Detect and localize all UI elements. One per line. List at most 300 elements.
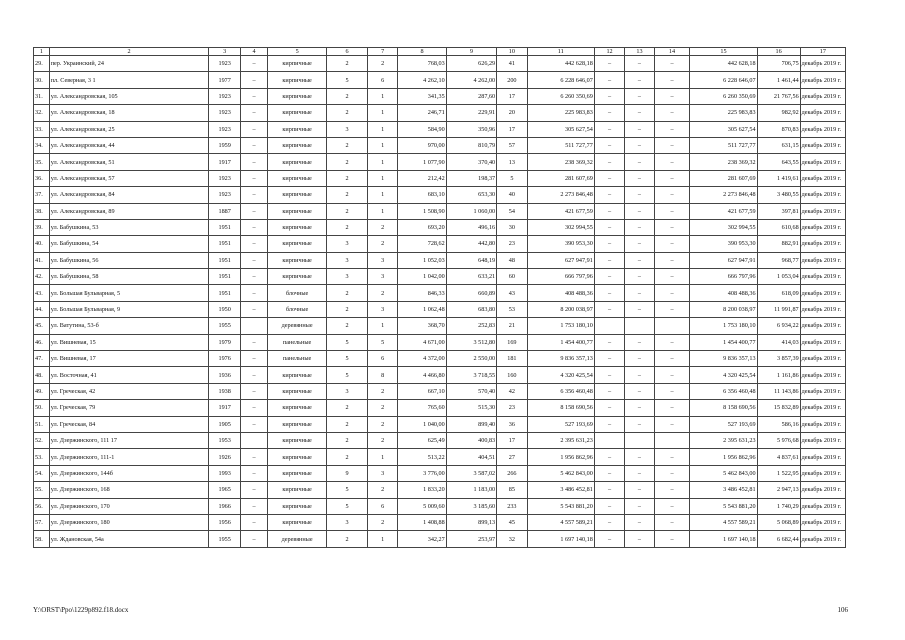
table-cell: 3: [367, 252, 397, 268]
table-cell: 2: [327, 449, 368, 465]
table-cell: 2: [327, 187, 368, 203]
table-cell: 1 833,20: [398, 482, 446, 498]
table-cell: 4 557 589,21: [527, 514, 594, 530]
column-number: 17: [800, 48, 845, 56]
table-cell: 3: [367, 301, 397, 317]
table-cell: 1 454 400,77: [527, 334, 594, 350]
table-cell: панельные: [268, 334, 327, 350]
table-cell: –: [625, 351, 654, 367]
table-cell: –: [240, 187, 267, 203]
table-cell: 1951: [209, 236, 241, 252]
table-cell: ул. Александровская, 57: [49, 170, 209, 186]
table-cell: 1: [367, 318, 397, 334]
table-cell: 38.: [34, 203, 50, 219]
table-cell: 4 320 425,54: [690, 367, 757, 383]
table-row: [34, 449, 846, 465]
table-cell: декабрь 2019 г.: [800, 269, 845, 285]
table-cell: –: [625, 285, 654, 301]
table-cell: 32.: [34, 105, 50, 121]
table-cell: декабрь 2019 г.: [800, 72, 845, 88]
table-cell: кирпичные: [268, 187, 327, 203]
table-cell: 29.: [34, 56, 50, 72]
table-cell: –: [625, 498, 654, 514]
table-cell: –: [240, 269, 267, 285]
table-cell: 683,10: [398, 187, 446, 203]
table-cell: –: [594, 56, 624, 72]
table-cell: 1923: [209, 121, 241, 137]
table-cell: 9: [327, 465, 368, 481]
table-cell: 342,27: [398, 531, 446, 547]
table-cell: 1993: [209, 465, 241, 481]
table-cell: кирпичные: [268, 416, 327, 432]
table-cell: –: [625, 252, 654, 268]
table-cell: декабрь 2019 г.: [800, 56, 845, 72]
table-cell: –: [654, 285, 690, 301]
table-row: [34, 219, 846, 235]
table-cell: 8 200 038,97: [690, 301, 757, 317]
table-cell: 4 671,00: [398, 334, 446, 350]
table-cell: 1951: [209, 269, 241, 285]
table-cell: 442,80: [446, 236, 496, 252]
table-cell: 6 260 350,69: [527, 88, 594, 104]
table-cell: –: [240, 252, 267, 268]
table-cell: 1 508,90: [398, 203, 446, 219]
table-cell: декабрь 2019 г.: [800, 170, 845, 186]
table-cell: –: [594, 285, 624, 301]
table-cell: 11 991,87: [757, 301, 800, 317]
table-cell: –: [240, 285, 267, 301]
table-cell: –: [625, 269, 654, 285]
table-cell: –: [594, 367, 624, 383]
table-cell: 305 627,54: [527, 121, 594, 137]
table-cell: –: [594, 531, 624, 547]
table-cell: 305 627,54: [690, 121, 757, 137]
table-cell: пл. Северная, 3 1: [49, 72, 209, 88]
table-cell: 302 994,55: [527, 219, 594, 235]
table-cell: 586,16: [757, 416, 800, 432]
table-cell: –: [625, 203, 654, 219]
table-cell: –: [654, 219, 690, 235]
table-cell: 1959: [209, 137, 241, 153]
table-cell: 421 677,59: [690, 203, 757, 219]
table-cell: 515,30: [446, 400, 496, 416]
table-cell: декабрь 2019 г.: [800, 498, 845, 514]
table-cell: 46.: [34, 334, 50, 350]
table-cell: кирпичные: [268, 400, 327, 416]
table-cell: –: [240, 203, 267, 219]
table-cell: кирпичные: [268, 137, 327, 153]
table-cell: –: [594, 334, 624, 350]
table-cell: –: [594, 383, 624, 399]
table-cell: 1: [367, 88, 397, 104]
table-cell: 42.: [34, 269, 50, 285]
table-cell: 1926: [209, 449, 241, 465]
table-cell: 390 953,30: [527, 236, 594, 252]
table-cell: 36: [497, 416, 527, 432]
table-cell: декабрь 2019 г.: [800, 334, 845, 350]
table-cell: 33.: [34, 121, 50, 137]
table-cell: 4 262,10: [398, 72, 446, 88]
table-cell: 35.: [34, 154, 50, 170]
table-cell: 2: [367, 514, 397, 530]
table-cell: 287,60: [446, 88, 496, 104]
table-cell: 1: [367, 170, 397, 186]
table-cell: 1: [367, 154, 397, 170]
table-cell: 2: [327, 219, 368, 235]
table-cell: 627 947,91: [690, 252, 757, 268]
table-cell: 2: [327, 154, 368, 170]
table-cell: 706,75: [757, 56, 800, 72]
table-cell: 3 486 452,81: [527, 482, 594, 498]
column-number: 6: [327, 48, 368, 56]
table-cell: 899,40: [446, 416, 496, 432]
table-cell: 1: [367, 121, 397, 137]
table-row: [34, 203, 846, 219]
table-cell: декабрь 2019 г.: [800, 351, 845, 367]
table-cell: 49.: [34, 383, 50, 399]
table-cell: 1 697 140,18: [690, 531, 757, 547]
table-cell: –: [240, 121, 267, 137]
table-cell: 1953: [209, 432, 241, 448]
table-cell: 3 185,60: [446, 498, 496, 514]
table-cell: –: [654, 88, 690, 104]
table-cell: 2: [367, 400, 397, 416]
table-cell: 982,92: [757, 105, 800, 121]
table-cell: 6 228 646,07: [690, 72, 757, 88]
table-cell: –: [654, 137, 690, 153]
table-cell: 2: [327, 137, 368, 153]
table-cell: 633,21: [446, 269, 496, 285]
table-cell: 5: [367, 334, 397, 350]
table-cell: [625, 432, 654, 448]
table-cell: 3 587,02: [446, 465, 496, 481]
table-cell: декабрь 2019 г.: [800, 383, 845, 399]
table-cell: 30.: [34, 72, 50, 88]
table-cell: кирпичные: [268, 269, 327, 285]
table-cell: 1 956 862,96: [690, 449, 757, 465]
table-cell: 5 462 843,00: [690, 465, 757, 481]
table-cell: ул. Ждановская, 54а: [49, 531, 209, 547]
table-cell: 11 143,86: [757, 383, 800, 399]
table-cell: 2: [327, 318, 368, 334]
table-cell: 1917: [209, 154, 241, 170]
table-cell: –: [240, 236, 267, 252]
table-cell: 48.: [34, 367, 50, 383]
table-cell: 58.: [34, 531, 50, 547]
table-cell: блочные: [268, 285, 327, 301]
table-cell: 1 461,44: [757, 72, 800, 88]
table-cell: 42: [497, 383, 527, 399]
table-cell: декабрь 2019 г.: [800, 449, 845, 465]
table-cell: 6 228 646,07: [527, 72, 594, 88]
table-cell: 3 480,55: [757, 187, 800, 203]
column-number: 5: [268, 48, 327, 56]
table-cell: ул. Александровская, 44: [49, 137, 209, 153]
table-cell: 1 042,00: [398, 269, 446, 285]
table-cell: –: [654, 301, 690, 317]
table-cell: –: [594, 449, 624, 465]
table-cell: 1 522,95: [757, 465, 800, 481]
table-cell: –: [625, 367, 654, 383]
table-cell: 1923: [209, 187, 241, 203]
column-number: 15: [690, 48, 757, 56]
table-cell: 570,40: [446, 383, 496, 399]
table-cell: 643,55: [757, 154, 800, 170]
table-cell: декабрь 2019 г.: [800, 514, 845, 530]
table-cell: кирпичные: [268, 203, 327, 219]
table-cell: 3: [327, 236, 368, 252]
table-cell: 1887: [209, 203, 241, 219]
table-cell: 513,22: [398, 449, 446, 465]
table-cell: –: [240, 465, 267, 481]
table-cell: 1923: [209, 105, 241, 121]
table-cell: 584,90: [398, 121, 446, 137]
table-cell: –: [625, 482, 654, 498]
table-cell: 41: [497, 56, 527, 72]
table-cell: ул. Вишневая, 17: [49, 351, 209, 367]
table-cell: 2 273 846,48: [690, 187, 757, 203]
table-cell: декабрь 2019 г.: [800, 121, 845, 137]
table-cell: –: [594, 105, 624, 121]
table-cell: 728,62: [398, 236, 446, 252]
table-cell: –: [240, 219, 267, 235]
table-cell: –: [654, 367, 690, 383]
table-cell: –: [625, 154, 654, 170]
table-row: [34, 416, 846, 432]
table-cell: 85: [497, 482, 527, 498]
table-cell: декабрь 2019 г.: [800, 367, 845, 383]
table-cell: 1 077,90: [398, 154, 446, 170]
table-cell: 37.: [34, 187, 50, 203]
table-cell: –: [625, 121, 654, 137]
table-cell: 246,71: [398, 105, 446, 121]
table-cell: –: [594, 351, 624, 367]
table-cell: 390 953,30: [690, 236, 757, 252]
table-cell: 2: [367, 285, 397, 301]
table-cell: 43: [497, 285, 527, 301]
table-cell: –: [654, 252, 690, 268]
table-cell: –: [654, 121, 690, 137]
table-cell: 53: [497, 301, 527, 317]
table-cell: 1976: [209, 351, 241, 367]
table-cell: 2: [327, 285, 368, 301]
table-cell: –: [594, 514, 624, 530]
table-cell: деревянные: [268, 318, 327, 334]
table-cell: 4 372,00: [398, 351, 446, 367]
table-cell: 1 053,04: [757, 269, 800, 285]
table-cell: 2: [367, 56, 397, 72]
table-cell: 1917: [209, 400, 241, 416]
table-cell: 2: [327, 105, 368, 121]
table-cell: –: [240, 367, 267, 383]
table-cell: 44.: [34, 301, 50, 317]
table-row: [34, 482, 846, 498]
table-cell: –: [625, 400, 654, 416]
table-cell: кирпичные: [268, 170, 327, 186]
table-cell: 45: [497, 514, 527, 530]
table-cell: 238 369,32: [527, 154, 594, 170]
table-cell: 3: [367, 465, 397, 481]
table-cell: 31.: [34, 88, 50, 104]
table-cell: 810,79: [446, 137, 496, 153]
table-cell: декабрь 2019 г.: [800, 416, 845, 432]
table-cell: ул. Дзержинского, 111-1: [49, 449, 209, 465]
table-row: [34, 121, 846, 137]
table-cell: –: [625, 465, 654, 481]
table-cell: 2: [327, 56, 368, 72]
table-row: [34, 170, 846, 186]
table-cell: 442 628,18: [527, 56, 594, 72]
table-cell: 370,40: [446, 154, 496, 170]
table-cell: –: [625, 301, 654, 317]
table-cell: кирпичные: [268, 514, 327, 530]
table-cell: –: [240, 383, 267, 399]
column-number: 12: [594, 48, 624, 56]
table-cell: 17: [497, 432, 527, 448]
table-cell: кирпичные: [268, 465, 327, 481]
table-cell: 30: [497, 219, 527, 235]
table-cell: 1 740,29: [757, 498, 800, 514]
table-cell: –: [594, 252, 624, 268]
table-cell: 1923: [209, 170, 241, 186]
table-cell: 229,91: [446, 105, 496, 121]
table-cell: 1: [367, 449, 397, 465]
table-cell: 9 836 357,13: [690, 351, 757, 367]
table-cell: 626,29: [446, 56, 496, 72]
table-cell: [240, 432, 267, 448]
table-cell: декабрь 2019 г.: [800, 400, 845, 416]
table-cell: 408 488,36: [527, 285, 594, 301]
table-cell: 653,30: [446, 187, 496, 203]
table-cell: 4 466,80: [398, 367, 446, 383]
table-row: [34, 383, 846, 399]
table-cell: 40.: [34, 236, 50, 252]
table-cell: 870,83: [757, 121, 800, 137]
table-cell: –: [654, 269, 690, 285]
table-cell: кирпичные: [268, 383, 327, 399]
table-cell: –: [594, 482, 624, 498]
table-cell: 1979: [209, 334, 241, 350]
table-cell: –: [654, 56, 690, 72]
table-cell: декабрь 2019 г.: [800, 187, 845, 203]
table-cell: –: [625, 416, 654, 432]
table-cell: 4 320 425,54: [527, 367, 594, 383]
table-cell: 8 200 038,97: [527, 301, 594, 317]
table-cell: 1951: [209, 252, 241, 268]
table-cell: кирпичные: [268, 252, 327, 268]
table-cell: –: [594, 170, 624, 186]
table-cell: декабрь 2019 г.: [800, 432, 845, 448]
table-cell: ул. Бабушкина, 56: [49, 252, 209, 268]
table-cell: –: [654, 400, 690, 416]
table-cell: 21: [497, 318, 527, 334]
table-cell: 3: [367, 269, 397, 285]
table-cell: ул. Александровская, 89: [49, 203, 209, 219]
table-cell: 899,13: [446, 514, 496, 530]
column-number: 10: [497, 48, 527, 56]
table-cell: –: [240, 498, 267, 514]
table-cell: 13: [497, 154, 527, 170]
table-cell: [240, 318, 267, 334]
table-cell: 4 262,00: [446, 72, 496, 88]
table-cell: 765,60: [398, 400, 446, 416]
table-cell: кирпичные: [268, 219, 327, 235]
table-cell: 968,77: [757, 252, 800, 268]
table-cell: 5: [327, 72, 368, 88]
table-cell: 50.: [34, 400, 50, 416]
table-cell: 408 488,36: [690, 285, 757, 301]
table-cell: 1955: [209, 318, 241, 334]
table-cell: ул. Дзержинского, 180: [49, 514, 209, 530]
table-cell: декабрь 2019 г.: [800, 465, 845, 481]
table-cell: 5: [327, 367, 368, 383]
table-cell: –: [625, 514, 654, 530]
table-cell: [594, 432, 624, 448]
table-cell: декабрь 2019 г.: [800, 154, 845, 170]
table-row: [34, 88, 846, 104]
table-cell: 666 797,96: [527, 269, 594, 285]
table-cell: деревянные: [268, 531, 327, 547]
table-cell: 1: [367, 105, 397, 121]
table-cell: –: [594, 121, 624, 137]
table-cell: –: [594, 137, 624, 153]
table-cell: –: [594, 236, 624, 252]
table-cell: 2 395 631,23: [690, 432, 757, 448]
table-cell: 1: [367, 187, 397, 203]
table-cell: 36.: [34, 170, 50, 186]
table-row: [34, 465, 846, 481]
table-cell: 631,15: [757, 137, 800, 153]
table-cell: 400,83: [446, 432, 496, 448]
table-cell: 21 767,56: [757, 88, 800, 104]
column-number-row: [34, 48, 846, 56]
table-cell: 3 718,55: [446, 367, 496, 383]
table-cell: панельные: [268, 351, 327, 367]
table-cell: –: [654, 334, 690, 350]
table-row: [34, 269, 846, 285]
table-cell: 1 040,00: [398, 416, 446, 432]
table-cell: декабрь 2019 г.: [800, 88, 845, 104]
table-cell: 40: [497, 187, 527, 203]
table-cell: кирпичные: [268, 449, 327, 465]
table-cell: –: [625, 334, 654, 350]
table-cell: –: [594, 416, 624, 432]
table-cell: –: [654, 72, 690, 88]
table-cell: 6: [367, 498, 397, 514]
table-cell: 212,42: [398, 170, 446, 186]
table-cell: 5 009,60: [398, 498, 446, 514]
table-cell: ул. Восточная, 41: [49, 367, 209, 383]
table-cell: –: [594, 498, 624, 514]
table-cell: 60: [497, 269, 527, 285]
table-cell: 302 994,55: [690, 219, 757, 235]
table-cell: 1 697 140,18: [527, 531, 594, 547]
table-cell: декабрь 2019 г.: [800, 252, 845, 268]
table-cell: –: [625, 56, 654, 72]
table-cell: –: [240, 416, 267, 432]
table-cell: 2: [327, 400, 368, 416]
table-cell: 625,49: [398, 432, 446, 448]
table-row: [34, 56, 846, 72]
table-cell: кирпичные: [268, 105, 327, 121]
table-cell: декабрь 2019 г.: [800, 301, 845, 317]
table-cell: 1923: [209, 56, 241, 72]
table-cell: 4 557 589,21: [690, 514, 757, 530]
table-cell: 4 837,61: [757, 449, 800, 465]
table-cell: 610,68: [757, 219, 800, 235]
table-cell: ул. Бабушкина, 53: [49, 219, 209, 235]
table-cell: 6: [367, 351, 397, 367]
